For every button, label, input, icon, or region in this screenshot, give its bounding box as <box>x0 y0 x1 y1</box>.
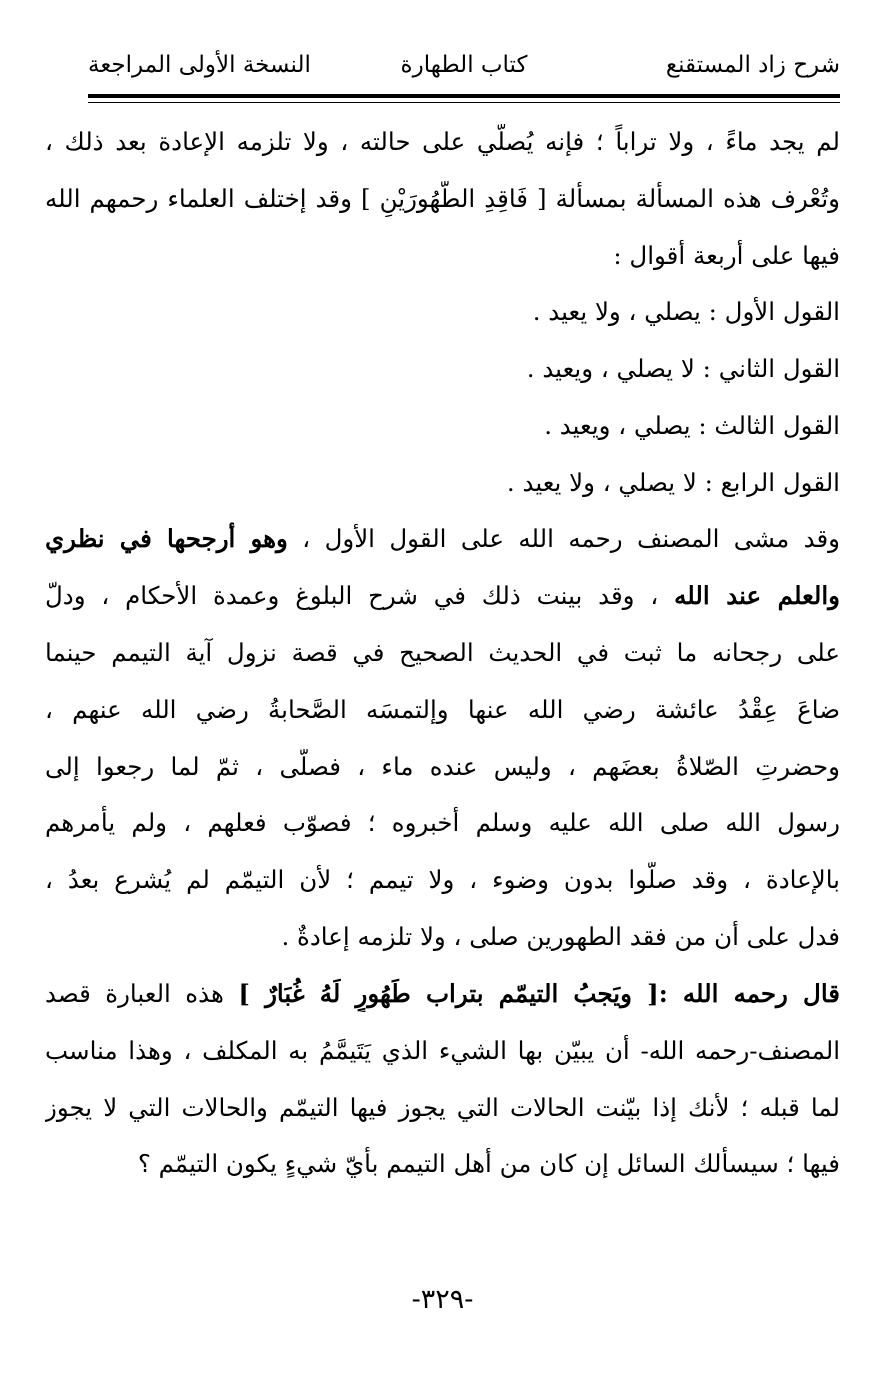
header-book-title: شرح زاد المستقنع <box>665 52 840 78</box>
text-line: لما قبله ؛ لأنك إذا بيّنت الحالات التي يجوز فيها التيمّم والحالات التي لا يجوز <box>45 1093 840 1122</box>
text-line: فدل على أن من فقد الطهورين صلى ، ولا تلزمه إعادةٌ . <box>281 922 840 951</box>
text-line <box>45 578 840 614</box>
text-line: وتُعْرف هذه المسألة بمسألة [ فَاقِدِ الطَّهُورَيْنِ ] وقد إختلف العلماء رحمهم الله <box>45 184 840 213</box>
text-line: رسول الله صلى الله عليه وسلم أخبروه ؛ فصوّب فعلهم ، ولم يأمرهم <box>45 808 840 837</box>
text-segment: ، وقد بينت ذلك في شرح البلوغ وعمدة الأحكام ، ودلّ <box>45 581 675 610</box>
text-line: القول الرابع : لا يصلي ، ولا يعيد . <box>506 468 840 497</box>
header-edition-note: النسخة الأولى المراجعة <box>88 52 311 78</box>
text-line: لم يجد ماءً ، ولا تراباً ؛ فإنه يُصلّي على حالته ، ولا تلزمه الإعادة بعد ذلك ، <box>45 127 840 156</box>
page-number: -٣٢٩- <box>411 1284 474 1315</box>
text-line: فيها ؛ سيسألك السائل إن كان من أهل التيمم بأيّ شيءٍ يكون التيمّم ؟ <box>137 1149 840 1178</box>
text-line: على رجحانه ما ثبت في الحديث الصحيح في قصة نزول آية التيمم حينما <box>45 638 840 667</box>
bold-text: والعلم عند الله <box>674 581 840 610</box>
text-line: ضاعَ عِقْدُ عائشة رضي الله عنها وإلتمسَه الصَّحابةُ رضي الله عنهم ، <box>45 695 840 724</box>
running-header <box>88 52 840 92</box>
text-line: فيها على أربعة أقوال : <box>613 241 840 270</box>
text-segment: وقد مشى المصنف رحمه الله على القول الأول ، <box>287 524 840 553</box>
header-rule-thick <box>88 94 840 98</box>
text-segment: هذه العبارة قصد <box>45 979 239 1008</box>
text-line: القول الثاني : لا يصلي ، ويعيد . <box>526 354 840 383</box>
text-line: بالإعادة ، وقد صلّوا بدون وضوء ، ولا تيمم ؛ لأن التيمّم لم يُشرع بعدُ ، <box>45 865 840 894</box>
header-chapter-title: كتاب الطهارة <box>400 52 528 78</box>
text-line <box>45 521 840 557</box>
text-line: المصنف-رحمه الله- أن يبيّن بها الشيء الذي يَتَيمَّمُ به المكلف ، وهذا مناسب <box>45 1036 840 1065</box>
bold-text: وهو أرجحها في نظري <box>45 524 288 553</box>
text-line <box>45 976 840 1012</box>
text-line: القول الأول : يصلي ، ولا يعيد . <box>532 297 840 326</box>
text-line: القول الثالث : يصلي ، ويعيد . <box>544 411 840 440</box>
text-line: وحضرتِ الصّلاةُ بعضَهم ، وليس عنده ماء ، فصلّى ، ثمّ لما رجعوا إلى <box>45 752 840 781</box>
bold-text: قال رحمه الله :[ ويَجبُ التيمّم بتراب طَهُورٍ لَهُ غُبَارٌ ] <box>238 979 840 1008</box>
header-rule-thin <box>88 102 840 103</box>
